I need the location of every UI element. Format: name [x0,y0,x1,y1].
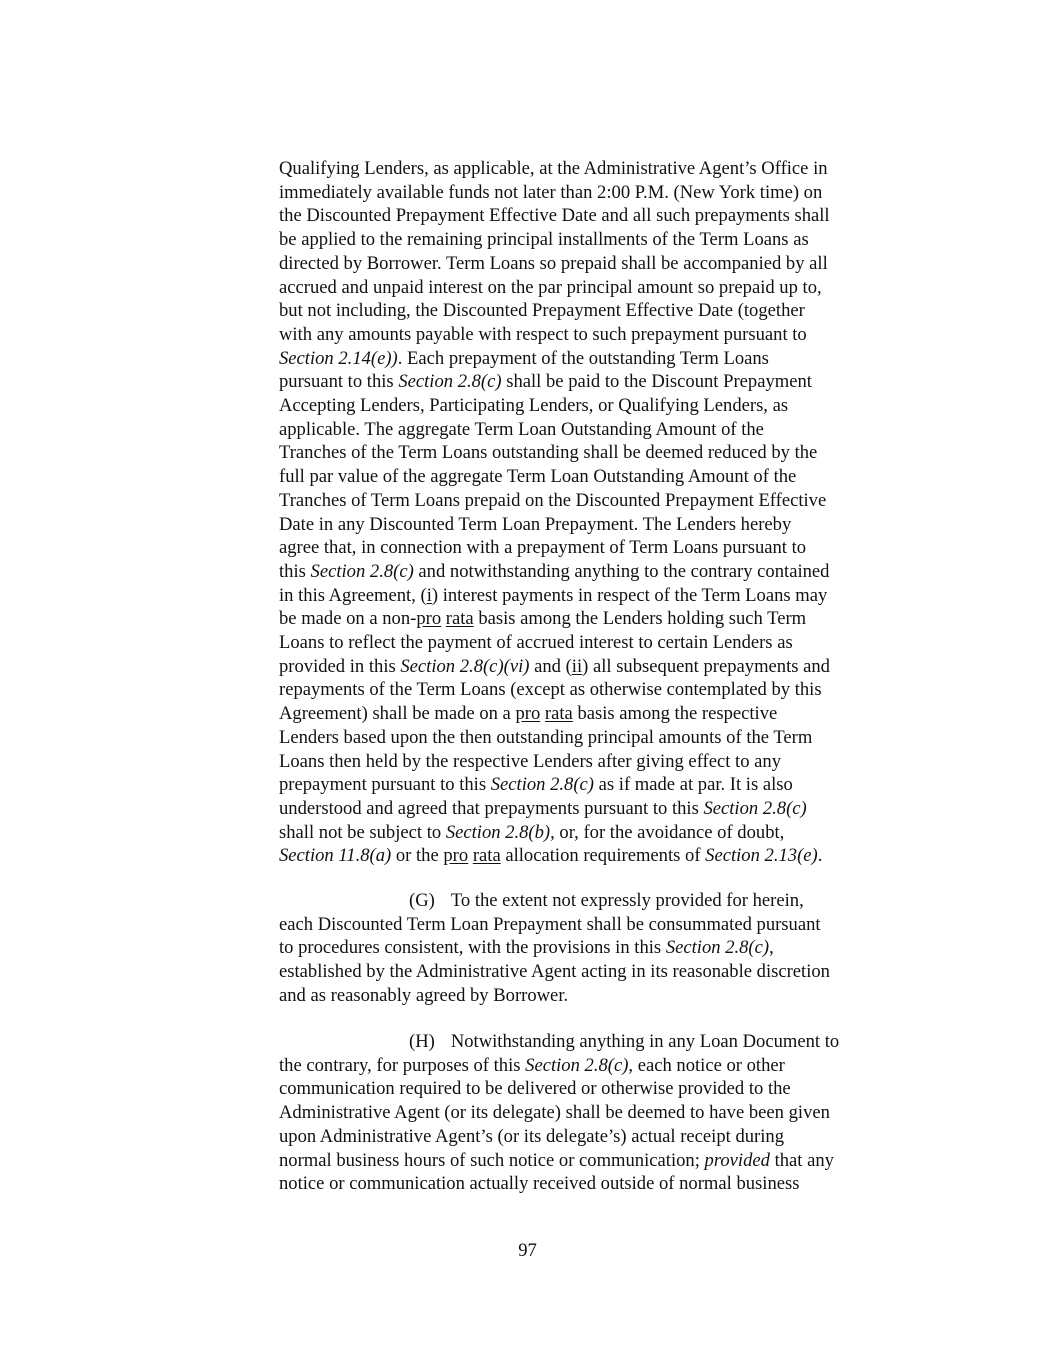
emphasis-term: provided [704,1149,770,1171]
text-line: Section 11.8(a) or the pro rata allocation requirements of Section 2.13(e). [279,845,823,867]
text-line: and as reasonably agreed by Borrower. [279,984,569,1006]
section-reference: Section 2.13(e) [705,845,818,867]
clause-marker: ii [571,655,583,677]
underlined-term: rata [472,845,501,867]
text-line: with any amounts payable with respect to such prepayment pursuant to [279,323,807,345]
text-line: upon Administrative Agent’s (or its delegate’s) actual receipt during [279,1125,784,1147]
text-line: Accepting Lenders, Participating Lenders, or Qualifying Lenders, as [279,395,789,417]
text-line: but not including, the Discounted Prepayment Effective Date (together [279,300,805,322]
text-line: Date in any Discounted Term Loan Prepayment. The Lenders hereby [279,513,792,535]
text-line: Tranches of Term Loans prepaid on the Discounted Prepayment Effective [279,489,827,511]
paragraph-label: (H) [409,1031,435,1052]
text-line: Lenders based upon the then outstanding principal amounts of the Term [279,726,813,748]
text-line: (G) To the extent not expressly provided for herein, [409,890,804,911]
section-reference: Section 2.8(c) [398,371,502,393]
text-line: pursuant to this Section 2.8(c) shall be paid to the Discount Prepayment [279,371,812,393]
paragraph-h [279,1030,903,1196]
text-line: notice or communication actually received outside of normal business [279,1173,800,1195]
text-line: communication required to be delivered or otherwise provided to the [279,1078,791,1100]
text-line: prepayment pursuant to this Section 2.8(c) as if made at par. It is also [279,774,793,796]
text-line: Section 2.14(e)). Each prepayment of the outstanding Term Loans [279,347,769,369]
text-line: provided in this Section 2.8(c)(vi) and (ii) all subsequent prepayments and [279,655,830,677]
underlined-term: rata [544,703,573,725]
section-reference: Section 2.8(b) [445,821,551,843]
section-reference: Section 2.8(c) [665,937,770,959]
section-reference: Section 2.8(c)(vi) [400,655,530,677]
text-line: full par value of the aggregate Term Loan Outstanding Amount of the [279,466,797,488]
section-reference: Section 2.14(e)) [279,347,398,369]
text-line: normal business hours of such notice or communication; provided that any [279,1149,834,1171]
text-line: (H) Notwithstanding anything in any Loan Document to [409,1031,840,1052]
text-line: Qualifying Lenders, as applicable, at the Administrative Agent’s Office in [279,158,828,179]
paragraph-label: (G) [409,890,435,911]
text-line: agree that, in connection with a prepayment of Term Loans pursuant to [279,537,807,559]
text-line: Tranches of the Term Loans outstanding shall be deemed reduced by the [279,442,818,464]
text-line: be applied to the remaining principal installments of the Term Loans as [279,229,809,251]
text-line: directed by Borrower. Term Loans so prepaid shall be accompanied by all [279,252,828,274]
page-number: 97 [518,1240,537,1261]
text-line: in this Agreement, (i) interest payments in respect of the Term Loans may [279,584,828,606]
text-line: shall not be subject to Section 2.8(b), or, for the avoidance of doubt, [279,821,785,843]
paragraph-continuation [279,157,903,868]
text-line: accrued and unpaid interest on the par principal amount so prepaid up to, [279,276,822,298]
text-line: this Section 2.8(c) and notwithstanding anything to the contrary contained [279,560,830,582]
underlined-term: pro [416,608,442,630]
text-line: Loans to reflect the payment of accrued interest to certain Lenders as [279,632,793,654]
text-line: understood and agreed that prepayments pursuant to this Section 2.8(c) [279,797,807,819]
text-line: established by the Administrative Agent acting in its reasonable discretion [279,961,830,983]
text-line: Agreement) shall be made on a pro rata basis among the respective [279,703,778,725]
section-reference: Section 2.8(c) [525,1054,629,1076]
section-reference: Section 11.8(a) [279,845,392,867]
text-line: Loans then held by the respective Lenders after giving effect to any [279,750,782,772]
text-line: repayments of the Term Loans (except as otherwise contemplated by this [279,679,822,701]
text-line: Administrative Agent (or its delegate) shall be deemed to have been given [279,1102,830,1124]
underlined-term: rata [445,608,474,630]
underlined-term: pro [515,703,541,725]
section-reference: Section 2.8(c) [703,797,807,819]
text-line: each Discounted Term Loan Prepayment shall be consummated pursuant [279,913,821,935]
underlined-term: pro [443,845,469,867]
text-line: the contrary, for purposes of this Section 2.8(c), each notice or other [279,1054,785,1076]
text-line: to procedures consistent, with the provisions in this Section 2.8(c), [279,937,774,959]
text-line: the Discounted Prepayment Effective Date and all such prepayments shall [279,205,830,227]
text-line: applicable. The aggregate Term Loan Outstanding Amount of the [279,418,764,440]
section-reference: Section 2.8(c) [310,560,414,582]
text-line: immediately available funds not later than 2:00 P.M. (New York time) on [279,181,823,203]
clause-marker: i [426,584,432,606]
section-reference: Section 2.8(c) [490,774,594,796]
paragraph-g [279,889,903,1008]
text-line: be made on a non-pro rata basis among the Lenders holding such Term [279,608,807,630]
